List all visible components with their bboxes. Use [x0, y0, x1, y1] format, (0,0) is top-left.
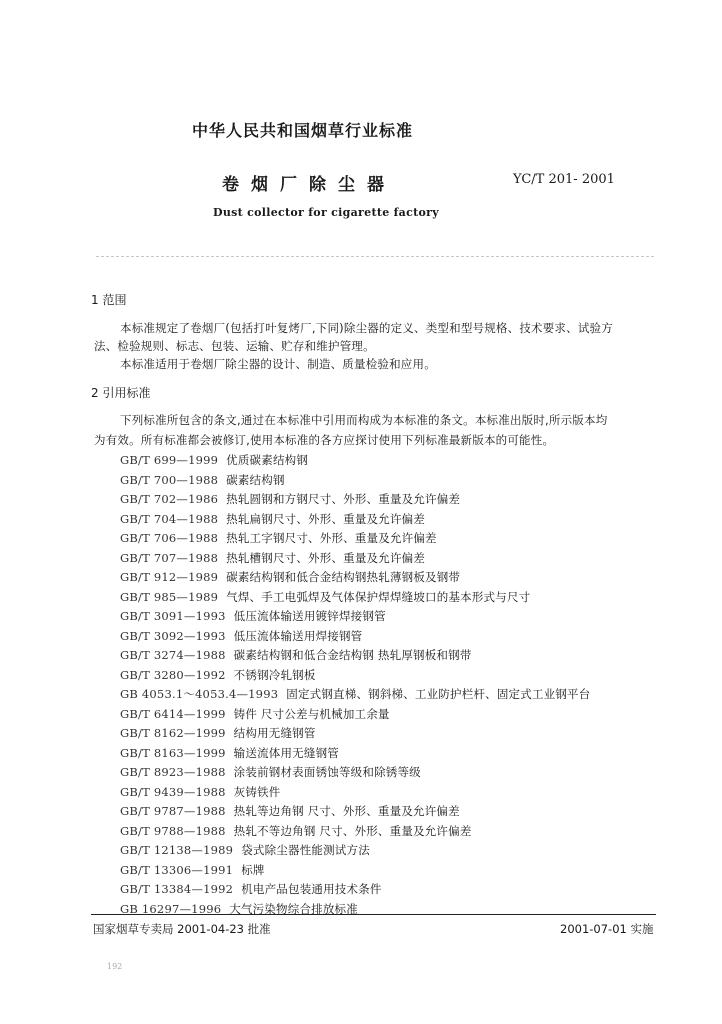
reference-name: 涂装前钢材表面锈蚀等级和除锈等级	[233, 765, 421, 779]
reference-item	[120, 862, 265, 878]
reference-name: 热轧扁钢尺寸、外形、重量及允许偏差	[226, 511, 426, 526]
reference-code: GB/T 3274—1988	[120, 648, 226, 662]
reference-name: 气焊、手工电弧焊及气体保护焊焊缝坡口的基本形式与尺寸	[226, 589, 531, 604]
reference-code: GB/T 9439—1988	[120, 784, 226, 799]
reference-code: GB 4053.1～4053.4—1993	[120, 687, 279, 701]
reference-name: 热轧工字钢尺寸、外形、重量及允许偏差	[226, 531, 437, 545]
reference-item	[120, 745, 339, 761]
section-2-para-line2: 为有效。所有标准都会被修订,使用本标准的各方应探讨使用下列标准最新版本的可能性。	[94, 433, 555, 447]
reference-name: 碳素结构钢和低合金结构钢热轧薄钢板及钢带	[226, 570, 461, 584]
reference-item	[120, 881, 382, 897]
standard-code: YC/T 201- 2001	[513, 172, 615, 187]
reference-code: GB/T 3091—1993	[120, 609, 226, 623]
reference-code: GB/T 985—1989	[120, 589, 219, 604]
reference-name: 热轧不等边角钢 尺寸、外形、重量及允许偏差	[233, 823, 472, 838]
reference-code: GB/T 707—1988	[120, 550, 219, 565]
reference-item	[120, 784, 280, 800]
reference-name: 热轧等边角钢 尺寸、外形、重量及允许偏差	[233, 804, 460, 818]
header-divider	[96, 256, 654, 257]
reference-name: 热轧圆钢和方钢尺寸、外形、重量及允许偏差	[226, 492, 461, 506]
reference-name: 输送流体用无缝钢管	[233, 745, 339, 760]
reference-item	[120, 706, 390, 722]
reference-item	[120, 764, 421, 780]
reference-code: GB/T 912—1989	[120, 570, 219, 584]
reference-item	[120, 725, 316, 741]
reference-name: 碳素结构钢	[226, 472, 285, 487]
reference-code: GB/T 9788—1988	[120, 823, 226, 838]
reference-name: 大气污染物综合排放标准	[229, 901, 358, 916]
page-number: 192	[107, 962, 123, 971]
reference-item	[120, 550, 425, 566]
reference-name: 热轧槽钢尺寸、外形、重量及允许偏差	[226, 550, 426, 565]
reference-code: GB/T 6414—1999	[120, 706, 226, 721]
reference-item	[120, 608, 386, 624]
reference-name: 结构用无缝钢管	[233, 726, 316, 740]
reference-code: GB/T 8923—1988	[120, 765, 226, 779]
reference-code: GB/T 13384—1992	[120, 882, 234, 896]
reference-name: 袋式除尘器性能测试方法	[241, 843, 370, 857]
section-2-heading: 2 引用标准	[91, 386, 151, 400]
reference-name: 碳素结构钢和低合金结构钢 热轧厚钢板和钢带	[233, 648, 472, 662]
reference-item	[120, 686, 590, 702]
reference-item	[120, 589, 530, 605]
section-1-heading: 1 范围	[91, 293, 127, 307]
reference-name: 标牌	[241, 862, 265, 877]
reference-item	[120, 647, 472, 663]
reference-item	[120, 511, 425, 527]
reference-name: 低压流体输送用焊接钢管	[233, 628, 363, 643]
reference-name: 机电产品包装通用技术条件	[241, 882, 382, 896]
reference-name: 灰铸铁件	[233, 784, 281, 799]
reference-item	[120, 491, 460, 507]
reference-code: GB/T 13306—1991	[120, 862, 234, 877]
section-1-para2: 本标准适用于卷烟厂除尘器的设计、制造、质量检验和应用。	[120, 357, 436, 371]
section-2-para-line1: 下列标准所包含的条文,通过在本标准中引用而构成为本标准的条文。本标准出版时,所示版本均	[120, 413, 608, 427]
reference-name: 固定式钢直梯、钢斜梯、工业防护栏杆、固定式工业钢平台	[286, 687, 591, 701]
reference-item	[120, 569, 460, 585]
reference-item	[120, 452, 308, 468]
reference-code: GB/T 700—1988	[120, 472, 219, 487]
reference-code: GB/T 699—1999	[120, 453, 219, 467]
reference-code: GB/T 3280—1992	[120, 667, 226, 682]
section-1-para1-line1: 本标准规定了卷烟厂(包括打叶复烤厂,下同)除尘器的定义、类型和型号规格、技术要求、试验方	[120, 321, 613, 335]
reference-code: GB 16297—1996	[120, 901, 222, 916]
english-title: Dust collector for cigarette factory	[213, 206, 439, 219]
section-1-para1-line2: 法、检验规则、标志、包装、运输、贮存和维护管理。	[94, 339, 375, 353]
reference-code: GB/T 706—1988	[120, 531, 219, 545]
approval-note: 国家烟草专卖局 2001-04-23 批准	[93, 922, 271, 936]
reference-code: GB/T 702—1986	[120, 492, 219, 506]
reference-name: 铸件 尺寸公差与机械加工余量	[233, 706, 390, 721]
reference-name: 低压流体输送用镀锌焊接钢管	[233, 609, 386, 623]
footer-divider	[91, 914, 656, 915]
reference-code: GB/T 8163—1999	[120, 745, 226, 760]
reference-code: GB/T 704—1988	[120, 511, 219, 526]
reference-item	[120, 530, 437, 546]
reference-code: GB/T 12138—1989	[120, 843, 234, 857]
reference-item	[120, 628, 362, 644]
reference-item	[120, 842, 370, 858]
reference-item	[120, 667, 316, 683]
reference-name: 优质碳素结构钢	[226, 453, 309, 467]
reference-code: GB/T 8162—1999	[120, 726, 226, 740]
reference-item	[120, 823, 472, 839]
reference-code: GB/T 9787—1988	[120, 804, 226, 818]
issuing-organization: 中华人民共和国烟草行业标准	[192, 121, 414, 140]
reference-item	[120, 472, 285, 488]
reference-name: 不锈钢冷轧钢板	[233, 667, 316, 682]
reference-code: GB/T 3092—1993	[120, 628, 226, 643]
implementation-date: 2001-07-01 实施	[560, 922, 654, 936]
reference-item	[120, 803, 460, 819]
document-title: 卷烟厂除尘器	[222, 175, 396, 195]
